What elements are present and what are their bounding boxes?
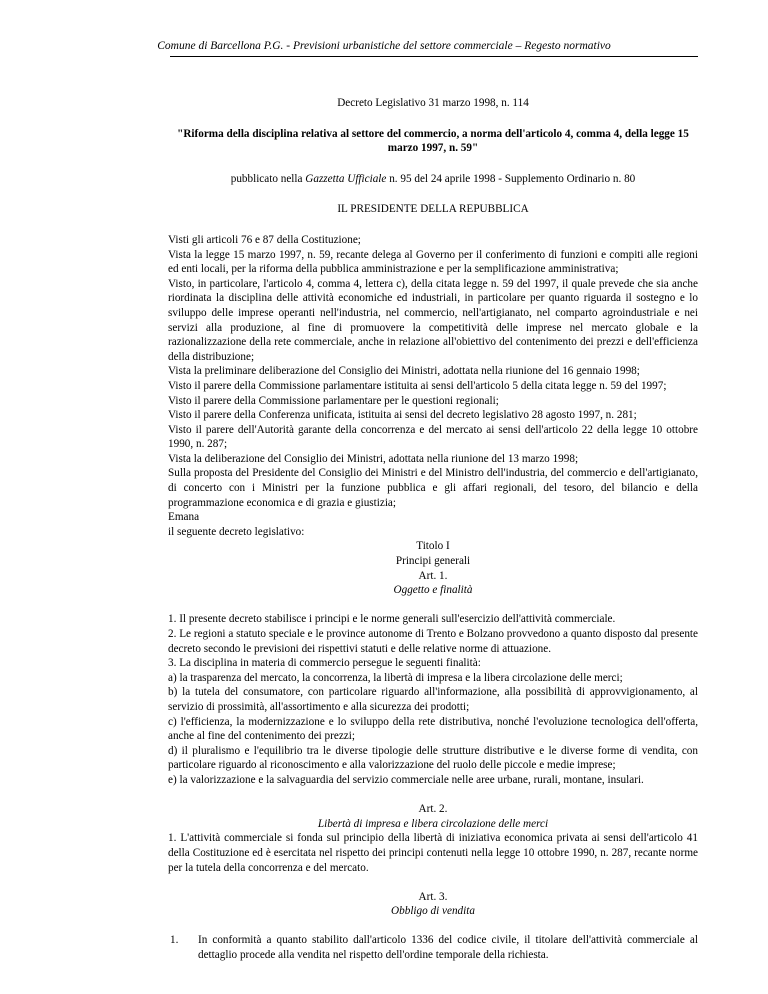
art3-heading: Art. 3. <box>418 890 448 903</box>
preamble-line: Visto il parere della Commissione parlamentare per le questioni regionali; <box>168 394 499 407</box>
art1-heading: Art. 1. <box>418 569 448 582</box>
art1-paragraph: c) l'efficienza, la modernizzazione e lo sviluppo della rete distributiva, nonché l'evoluzione tecnologica dell'offerta, anche al fine del contenimento dei prezzi; <box>168 715 698 743</box>
art3-subtitle: Obbligo di vendita <box>391 905 475 918</box>
art1-paragraph: a) la trasparenza del mercato, la concorrenza, la libertà di impresa e la libera circolazione delle merci; <box>168 671 623 684</box>
preamble-line: Vista la legge 15 marzo 1997, n. 59, recante delega al Governo per il conferimento di funzioni e compiti alle regioni ed enti locali, per la riforma della pubblica amministrazione e per la semplificazione amministrativa; <box>168 248 698 276</box>
art1-paragraph: e) la valorizzazione e la salvaguardia del servizio commerciale nelle aree urbane, rurali, montane, insulari. <box>168 773 644 786</box>
titolo-name: Principi generali <box>395 555 471 568</box>
art3-item-text: In conformità a quanto stabilito dall'articolo 1336 del codice civile, il titolare dell'attività commerciale al dettaglio procede alla vendita nel rispetto dell'ordine temporale della richiesta. <box>198 934 698 962</box>
titolo-heading: Titolo I <box>416 540 450 553</box>
preamble-line: Visto il parere della Conferenza unificata, istituita ai sensi del decreto legislativo 28 agosto 1997, n. 281; <box>168 409 637 422</box>
publication-before: pubblicato nella <box>230 172 306 185</box>
titolo-heading-block <box>168 539 698 597</box>
art3-item-number: 1. <box>170 934 179 947</box>
art2-paragraph: 1. L'attività commerciale si fonda sul principio della libertà di iniziativa economica privata ai sensi dell'articolo 41 della Costituzione ed è esercitata nel rispetto dei principi contenuti nella legge 10 ottobre 1990, n. 287, recante norme per la tutela della concorrenza e del mercato. <box>168 832 698 874</box>
gazette-name: Gazzetta Ufficiale <box>305 172 387 185</box>
document-body <box>168 96 698 963</box>
preamble-line: Visti gli articoli 76 e 87 della Costituzione; <box>168 233 361 246</box>
preamble-line: Vista la preliminare deliberazione del Consiglio dei Ministri, adottata nella riunione del 16 gennaio 1998; <box>168 365 640 378</box>
art1-paragraph: d) il pluralismo e l'equilibrio tra le diverse tipologie delle strutture distributive e le diverse forme di vendita, con particolare riguardo al riconoscimento e alla valorizzazione del ruolo delle piccole e medie imprese; <box>168 744 698 772</box>
preamble-line: il seguente decreto legislativo: <box>168 525 305 538</box>
preamble-line: Sulla proposta del Presidente del Consiglio dei Ministri e del Ministro dell'industria, del commercio e dell'artigianato, di concerto con i Ministri per la funzione pubblica e gli affari regionali, del tesoro, del bilancio e della programmazione economica e di grazia e giustizia; <box>168 467 698 509</box>
art3-item <box>168 933 698 962</box>
art1-subtitle: Oggetto e finalità <box>393 584 473 597</box>
art2-heading-block <box>168 802 698 831</box>
art1-paragraph: 1. Il presente decreto stabilisce i principi e le norme generali sull'esercizio dell'attività commerciale. <box>168 613 616 626</box>
header-rule <box>170 56 698 57</box>
art1-body <box>168 612 698 787</box>
preamble-line: Emana <box>168 511 200 524</box>
publication-after: n. 95 del 24 aprile 1998 - Supplemento Ordinario n. 80 <box>386 172 636 185</box>
art1-paragraph: 3. La disciplina in materia di commercio persegue le seguenti finalità: <box>168 657 481 670</box>
art1-paragraph: b) la tutela del consumatore, con particolare riguardo all'informazione, alla possibilità di approvvigionamento, al servizio di prossimità, all'assortimento e alla sicurezza dei prodotti; <box>168 686 698 713</box>
art1-paragraph: 2. Le regioni a statuto speciale e le province autonome di Trento e Bolzano provvedono a quanto disposto dal presente decreto secondo le previsioni dei rispettivi statuti e delle relative norme di attuazione. <box>168 628 698 655</box>
art2-subtitle: Libertà di impresa e libera circolazione delle merci <box>317 817 549 830</box>
preamble-line: Visto il parere della Commissione parlamentare istituita ai sensi dell'articolo 5 della citata legge n. 59 del 1997; <box>168 379 667 392</box>
art2-heading: Art. 2. <box>418 803 448 816</box>
preamble <box>168 233 698 539</box>
decree-title: Decreto Legislativo 31 marzo 1998, n. 114 <box>337 97 529 109</box>
president-heading: IL PRESIDENTE DELLA REPUBBLICA <box>337 203 529 216</box>
publication-info <box>168 172 698 187</box>
preamble-line: Vista la deliberazione del Consiglio dei Ministri, adottata nella riunione del 13 marzo 1998; <box>168 452 579 465</box>
running-header: Comune di Barcellona P.G. - Previsioni urbanistiche del settore commerciale – Regesto normativo <box>157 40 611 52</box>
preamble-line: Visto, in particolare, l'articolo 4, comma 4, lettera c), della citata legge n. 59 del 1997, il quale prevede che sia anche riordinata la disciplina delle attività economiche ed industriali, in particolare per quanto riguarda il sostegno e lo sviluppo delle imprese operanti nell'industria, nel commercio, nell'artigianato, nel comparto agroindustriale e nei servizi alla produzione, al fine di promuovere la competitività delle imprese nel mercato globale e la razionalizzazione della rete commerciale, anche in relazione all'obiettivo del contenimento dei prezzi e dell'efficienza della distribuzione; <box>168 277 698 363</box>
art3-heading-block <box>168 890 698 919</box>
law-name: "Riforma della disciplina relativa al settore del commercio, a norma dell'articolo 4, comma 4, della legge 15 marzo 1997, n. 59" <box>177 127 689 155</box>
preamble-line: Visto il parere dell'Autorità garante della concorrenza e del mercato ai sensi dell'articolo 22 della legge 10 ottobre 1990, n. 287; <box>168 423 698 451</box>
